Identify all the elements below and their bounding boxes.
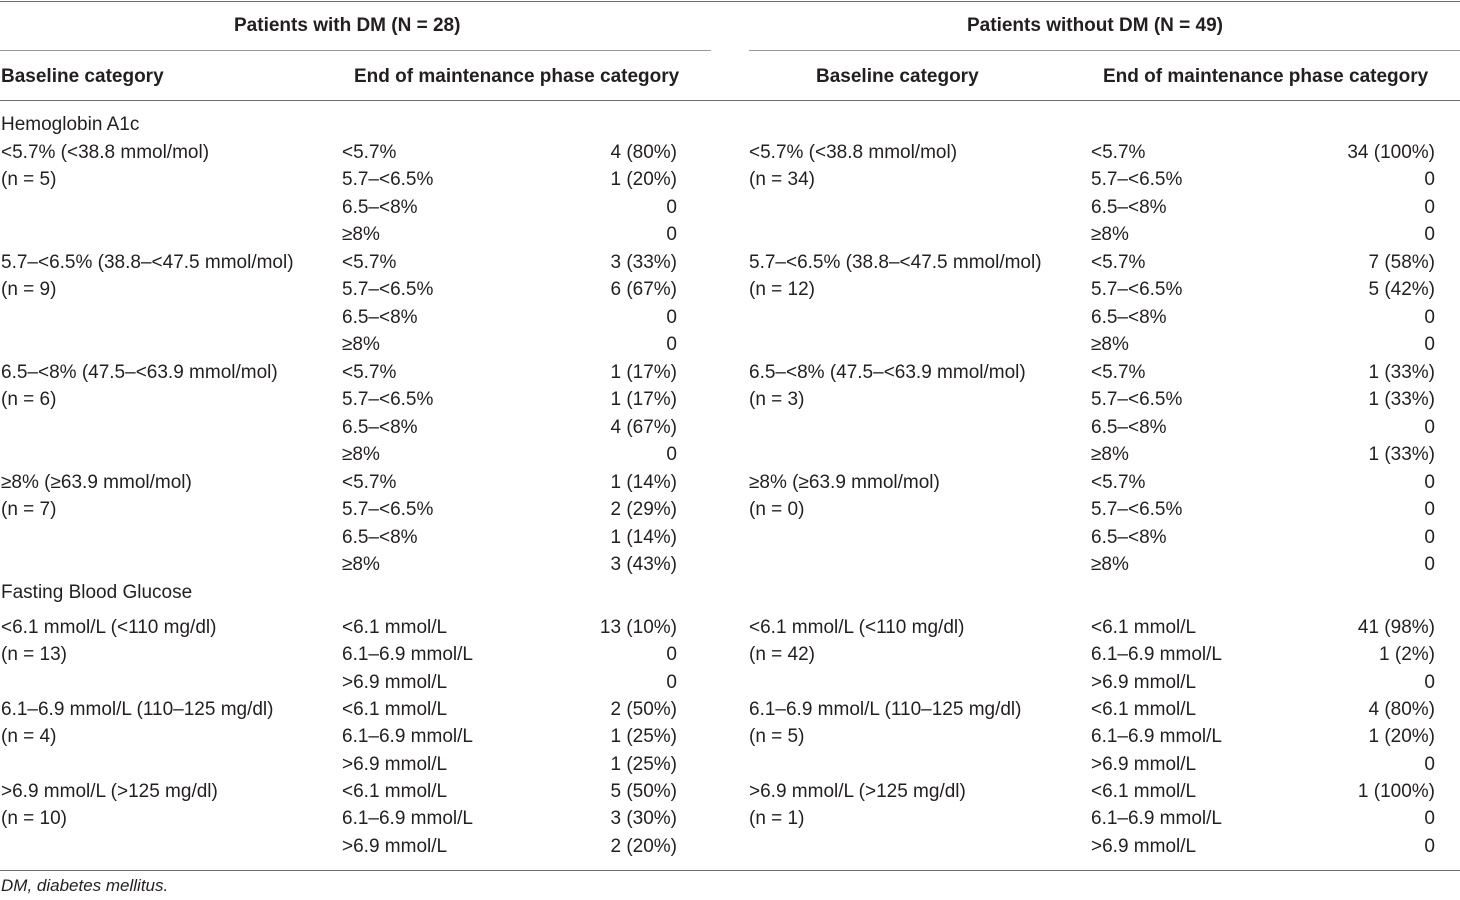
count-dm: 0 [666,224,677,246]
baseline-n-dm: (n = 10) [1,808,68,830]
baseline-category-nodm: 5.7–<6.5% (38.8–<47.5 mmol/mol) [749,252,1042,273]
end-category-nodm: <5.7% [1091,362,1146,383]
count-nodm: 0 [1424,169,1435,191]
end-category-dm: >6.9 mmol/L [342,671,448,693]
end-category-nodm: 6.5–<8% [1091,526,1167,548]
end-category-dm: >6.9 mmol/L [342,753,448,775]
baseline-category-dm: ≥8% (≥63.9 mmol/mol) [1,472,192,493]
end-category-dm: 5.7–<6.5% [342,499,434,521]
end-category-nodm: 6.1–6.9 mmol/L [1091,644,1222,666]
count-dm: 13 (10%) [599,617,677,638]
count-nodm: 0 [1424,334,1435,356]
baseline-n-dm: (n = 7) [1,499,57,521]
baseline-n-nodm: (n = 1) [749,808,805,830]
end-category-dm: <6.1 mmol/L [342,781,448,802]
count-dm: 1 (14%) [610,472,677,493]
count-dm: 4 (67%) [610,416,677,438]
col-header-nodm-end: End of maintenance phase category [1103,66,1429,87]
end-category-nodm: 6.1–6.9 mmol/L [1091,808,1222,830]
count-nodm: 0 [1424,526,1435,548]
end-category-nodm: <6.1 mmol/L [1091,617,1197,638]
end-category-nodm: <6.1 mmol/L [1091,781,1197,802]
count-dm: 5 (50%) [610,781,677,802]
count-dm: 2 (20%) [610,835,677,857]
col-header-dm-baseline: Baseline category [1,66,164,87]
baseline-category-nodm: <6.1 mmol/L (<110 mg/dl) [749,617,965,638]
end-category-dm: 6.1–6.9 mmol/L [342,644,473,666]
count-dm: 6 (67%) [610,279,677,301]
count-nodm: 1 (2%) [1379,644,1435,666]
end-category-nodm: 6.5–<8% [1091,416,1167,438]
baseline-n-dm: (n = 5) [1,169,57,191]
count-dm: 3 (33%) [610,252,677,273]
top-rule [0,1,1460,2]
count-nodm: 5 (42%) [1368,279,1435,301]
end-category-dm: 5.7–<6.5% [342,169,434,191]
end-category-nodm: 5.7–<6.5% [1091,499,1183,521]
baseline-category-dm: <6.1 mmol/L (<110 mg/dl) [1,617,217,638]
end-category-dm: <5.7% [342,362,397,383]
end-category-nodm: ≥8% [1091,334,1129,356]
baseline-n-nodm: (n = 5) [749,726,805,748]
section-title: Fasting Blood Glucose [1,582,193,603]
count-dm: 0 [666,306,677,328]
baseline-category-nodm: <5.7% (<38.8 mmol/mol) [749,142,958,163]
bottom-rule [0,870,1460,871]
count-nodm: 41 (98%) [1357,617,1435,638]
count-nodm: 0 [1424,224,1435,246]
end-category-nodm: 6.5–<8% [1091,306,1167,328]
count-nodm: 0 [1424,306,1435,328]
count-dm: 1 (25%) [610,753,677,775]
baseline-category-nodm: ≥8% (≥63.9 mmol/mol) [749,472,940,493]
col-header-dm-end: End of maintenance phase category [354,66,680,87]
group-header-nodm: Patients without DM (N = 49) [967,15,1223,36]
count-nodm: 0 [1424,416,1435,438]
end-category-nodm: >6.9 mmol/L [1091,835,1197,857]
count-dm: 3 (43%) [610,554,677,576]
end-category-nodm: 6.5–<8% [1091,196,1167,218]
count-dm: 1 (25%) [610,726,677,748]
count-dm: 1 (20%) [610,169,677,191]
end-category-dm: 6.5–<8% [342,196,418,218]
count-dm: 2 (29%) [610,499,677,521]
header-rule [0,100,1460,101]
end-category-nodm: <5.7% [1091,252,1146,273]
count-dm: 2 (50%) [610,699,677,720]
count-nodm: 0 [1424,808,1435,830]
count-dm: 3 (30%) [610,808,677,830]
end-category-dm: >6.9 mmol/L [342,835,448,857]
end-category-nodm: >6.9 mmol/L [1091,671,1197,693]
count-dm: 0 [666,444,677,466]
end-category-dm: ≥8% [342,554,380,576]
baseline-n-nodm: (n = 12) [749,279,816,301]
count-dm: 1 (14%) [610,526,677,548]
end-category-nodm: ≥8% [1091,224,1129,246]
end-category-nodm: 5.7–<6.5% [1091,169,1183,191]
baseline-n-dm: (n = 13) [1,644,68,666]
end-category-dm: <5.7% [342,252,397,273]
col-header-nodm-baseline: Baseline category [816,66,979,87]
count-dm: 1 (17%) [610,362,677,383]
section-title: Hemoglobin A1c [1,114,140,135]
count-nodm: 0 [1424,835,1435,857]
count-dm: 4 (80%) [610,142,677,163]
end-category-nodm: <6.1 mmol/L [1091,699,1197,720]
count-nodm: 0 [1424,671,1435,693]
count-nodm: 34 (100%) [1347,142,1435,163]
group-rule-dm [0,50,711,51]
baseline-n-nodm: (n = 42) [749,644,816,666]
end-category-nodm: 5.7–<6.5% [1091,389,1183,411]
baseline-category-dm: 6.5–<8% (47.5–<63.9 mmol/mol) [1,362,278,383]
end-category-dm: <6.1 mmol/L [342,617,448,638]
baseline-category-nodm: >6.9 mmol/L (>125 mg/dl) [749,781,966,802]
baseline-n-dm: (n = 6) [1,389,57,411]
end-category-dm: 6.5–<8% [342,526,418,548]
group-rule-nodm [749,50,1460,51]
end-category-dm: 6.5–<8% [342,306,418,328]
end-category-dm: ≥8% [342,444,380,466]
end-category-nodm: 5.7–<6.5% [1091,279,1183,301]
count-nodm: 7 (58%) [1368,252,1435,273]
count-nodm: 0 [1424,196,1435,218]
end-category-dm: 5.7–<6.5% [342,279,434,301]
count-dm: 0 [666,196,677,218]
baseline-category-dm: <5.7% (<38.8 mmol/mol) [1,142,210,163]
end-category-dm: ≥8% [342,334,380,356]
group-header-dm: Patients with DM (N = 28) [234,15,461,36]
count-dm: 1 (17%) [610,389,677,411]
end-category-nodm: ≥8% [1091,554,1129,576]
baseline-category-nodm: 6.1–6.9 mmol/L (110–125 mg/dl) [749,699,1022,720]
count-nodm: 1 (33%) [1368,444,1435,466]
count-nodm: 0 [1424,472,1435,493]
baseline-n-dm: (n = 9) [1,279,57,301]
end-category-nodm: >6.9 mmol/L [1091,753,1197,775]
count-nodm: 1 (33%) [1368,389,1435,411]
baseline-category-dm: >6.9 mmol/L (>125 mg/dl) [1,781,218,802]
end-category-dm: <5.7% [342,142,397,163]
end-category-dm: 6.1–6.9 mmol/L [342,808,473,830]
end-category-nodm: <5.7% [1091,142,1146,163]
baseline-category-dm: 5.7–<6.5% (38.8–<47.5 mmol/mol) [1,252,294,273]
baseline-n-dm: (n = 4) [1,726,57,748]
baseline-category-dm: 6.1–6.9 mmol/L (110–125 mg/dl) [1,699,274,720]
baseline-n-nodm: (n = 0) [749,499,805,521]
footnote: DM, diabetes mellitus. [1,876,169,895]
count-nodm: 0 [1424,753,1435,775]
end-category-nodm: <5.7% [1091,472,1146,493]
end-category-dm: ≥8% [342,224,380,246]
count-nodm: 0 [1424,554,1435,576]
baseline-n-nodm: (n = 34) [749,169,816,191]
count-nodm: 0 [1424,499,1435,521]
count-dm: 0 [666,644,677,666]
end-category-dm: 5.7–<6.5% [342,389,434,411]
end-category-dm: 6.1–6.9 mmol/L [342,726,473,748]
count-nodm: 1 (20%) [1368,726,1435,748]
end-category-nodm: 6.1–6.9 mmol/L [1091,726,1222,748]
baseline-n-nodm: (n = 3) [749,389,805,411]
count-nodm: 4 (80%) [1368,699,1435,720]
end-category-dm: 6.5–<8% [342,416,418,438]
count-dm: 0 [666,671,677,693]
end-category-nodm: ≥8% [1091,444,1129,466]
count-nodm: 1 (100%) [1357,781,1435,802]
count-nodm: 1 (33%) [1368,362,1435,383]
count-dm: 0 [666,334,677,356]
end-category-dm: <5.7% [342,472,397,493]
baseline-category-nodm: 6.5–<8% (47.5–<63.9 mmol/mol) [749,362,1026,383]
end-category-dm: <6.1 mmol/L [342,699,448,720]
